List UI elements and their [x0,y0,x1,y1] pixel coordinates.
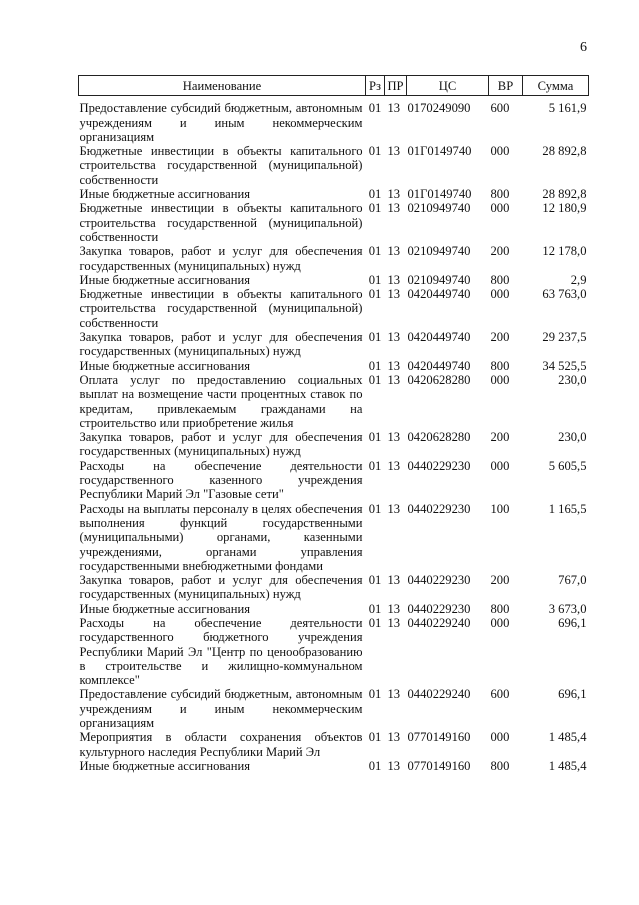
row-rz: 01 [368,201,382,216]
row-sum: 29 237,5 [542,330,587,345]
column-header-name: Наименование [79,76,366,96]
row-sum: 3 673,0 [548,601,587,616]
table-row [79,287,589,330]
row-vr: 800 [490,272,510,287]
row-rz: 01 [368,501,382,516]
table-row [79,144,589,187]
row-cs: 0170249090 [407,101,471,116]
row-cs: 0440229240 [407,615,471,630]
row-pr: 13 [387,244,401,259]
row-rz: 01 [368,187,382,202]
row-pr: 13 [387,573,401,588]
table-row [79,616,589,687]
row-vr: 200 [490,430,510,445]
row-name: Бюджетные инвестиции в объекты капитального строительства государственной (муниципальной) собственности [79,201,363,244]
row-rz: 01 [368,615,382,630]
row-pr: 13 [387,758,401,773]
page-number: 6 [580,40,587,55]
column-header-cs: ЦС [407,76,489,96]
row-vr: 600 [490,687,510,702]
row-cs: 0210949740 [407,244,471,259]
row-sum: 1 485,4 [548,758,587,773]
row-rz: 01 [368,358,382,373]
row-sum: 63 763,0 [542,287,587,302]
row-cs: 01Г0149740 [407,187,472,202]
table-row [79,273,589,287]
table-row [79,373,589,430]
row-name: Расходы на обеспечение деятельности государственного бюджетного учреждения Республики Марий Эл "Центр по ценообразованию в строительстве и жилищно-коммунальном комплексе" [79,615,363,688]
row-rz: 01 [368,573,382,588]
table-row [79,101,589,144]
row-rz: 01 [368,601,382,616]
table-row [79,187,589,201]
table-row [79,459,589,502]
row-pr: 13 [387,272,401,287]
row-rz: 01 [368,272,382,287]
table-row [79,502,589,573]
column-header-rz: Рз [366,76,385,96]
row-name: Бюджетные инвестиции в объекты капитального строительства государственной (муниципальной) собственности [79,287,363,330]
row-pr: 13 [387,330,401,345]
row-cs: 0440229230 [407,501,471,516]
row-vr: 000 [490,730,510,745]
row-name: Иные бюджетные ассигнования [79,758,251,773]
row-name: Предоставление субсидий бюджетным, автономным учреждениям и иным некоммерческим организациям [79,687,363,731]
row-cs: 0420628280 [407,372,471,387]
row-sum: 767,0 [558,573,587,588]
row-sum: 1 485,4 [548,730,587,745]
table-row [79,759,589,773]
row-pr: 13 [387,601,401,616]
row-rz: 01 [368,372,382,387]
row-name: Закупка товаров, работ и услуг для обеспечения государственных (муниципальных) нужд [79,244,363,273]
row-cs: 0210949740 [407,272,471,287]
table-row [79,244,589,273]
row-pr: 13 [387,187,401,202]
row-pr: 13 [387,358,401,373]
row-cs: 0420449740 [407,287,471,302]
table-header [79,76,589,96]
row-vr: 800 [490,758,510,773]
row-name: Иные бюджетные ассигнования [79,272,251,287]
row-cs: 0440229230 [407,601,471,616]
row-name: Оплата услуг по предоставлению социальных выплат на возмещение части процентных ставок по кредитам, привлекаемым гражданами на строительство или приобретение жилья [79,372,363,430]
row-sum: 230,0 [558,372,587,387]
row-name: Закупка товаров, работ и услуг для обеспечения государственных (муниципальных) нужд [79,573,363,602]
budget-table [78,75,589,773]
row-vr: 200 [490,573,510,588]
row-vr: 800 [490,187,510,202]
row-name: Иные бюджетные ассигнования [79,358,251,373]
row-rz: 01 [368,430,382,445]
table-row [79,430,589,459]
row-pr: 13 [387,730,401,745]
row-vr: 200 [490,244,510,259]
row-sum: 230,0 [558,430,587,445]
row-sum: 28 892,8 [542,187,587,202]
row-sum: 5 161,9 [548,101,587,116]
row-pr: 13 [387,287,401,302]
table-row [79,687,589,730]
column-header-vr: ВР [489,76,523,96]
row-vr: 800 [490,601,510,616]
row-name: Закупка товаров, работ и услуг для обеспечения государственных (муниципальных) нужд [79,330,363,359]
row-pr: 13 [387,458,401,473]
row-vr: 600 [490,101,510,116]
row-rz: 01 [368,287,382,302]
table-row [79,330,589,359]
column-header-sum: Сумма [523,76,589,96]
row-cs: 0420449740 [407,330,471,345]
row-rz: 01 [368,101,382,116]
row-rz: 01 [368,144,382,159]
column-header-pr: ПР [385,76,407,96]
row-pr: 13 [387,687,401,702]
row-name: Бюджетные инвестиции в объекты капитального строительства государственной (муниципальной) собственности [79,144,363,187]
row-name: Предоставление субсидий бюджетным, автономным учреждениям и иным некоммерческим организациям [79,101,363,144]
row-cs: 0420449740 [407,358,471,373]
row-name: Мероприятия в области сохранения объектов культурного наследия Республики Марий Эл [79,730,363,759]
row-cs: 01Г0149740 [407,144,472,159]
row-sum: 696,1 [558,687,587,702]
row-pr: 13 [387,201,401,216]
row-pr: 13 [387,430,401,445]
row-name: Закупка товаров, работ и услуг для обеспечения государственных (муниципальных) нужд [79,430,363,459]
row-vr: 100 [490,501,510,516]
table-row [79,201,589,244]
row-rz: 01 [368,330,382,345]
row-pr: 13 [387,501,401,516]
row-vr: 000 [490,372,510,387]
row-sum: 12 178,0 [542,244,587,259]
row-rz: 01 [368,244,382,259]
row-vr: 000 [490,201,510,216]
row-name: Расходы на выплаты персоналу в целях обеспечения выполнения функций государственными (муниципальными) органами, казенными учреждениями, органами управления государственными внебюджетными фондами [79,501,363,573]
row-vr: 800 [490,358,510,373]
row-sum: 696,1 [558,615,587,630]
row-pr: 13 [387,615,401,630]
row-pr: 13 [387,372,401,387]
row-cs: 0210949740 [407,201,471,216]
row-cs: 0770149160 [407,730,471,745]
row-rz: 01 [368,687,382,702]
row-cs: 0440229240 [407,687,471,702]
row-sum: 1 165,5 [548,501,587,516]
row-rz: 01 [368,758,382,773]
row-cs: 0770149160 [407,758,471,773]
row-vr: 000 [490,287,510,302]
row-cs: 0440229230 [407,573,471,588]
table-row [79,602,589,616]
row-vr: 000 [490,144,510,159]
row-pr: 13 [387,144,401,159]
table-body [79,96,589,773]
row-sum: 28 892,8 [542,144,587,159]
row-cs: 0440229230 [407,458,471,473]
row-name: Иные бюджетные ассигнования [79,187,251,202]
row-name: Расходы на обеспечение деятельности государственного казенного учреждения Республики Марий Эл "Газовые сети" [79,458,363,502]
row-pr: 13 [387,101,401,116]
row-vr: 200 [490,330,510,345]
row-vr: 000 [490,615,510,630]
row-sum: 12 180,9 [542,201,587,216]
row-sum: 2,9 [570,272,587,287]
row-rz: 01 [368,730,382,745]
row-sum: 34 525,5 [542,358,587,373]
row-name: Иные бюджетные ассигнования [79,601,251,616]
table-row [79,730,589,759]
row-sum: 5 605,5 [548,458,587,473]
table-row [79,573,589,602]
row-vr: 000 [490,458,510,473]
row-cs: 0420628280 [407,430,471,445]
table-row [79,359,589,373]
row-rz: 01 [368,458,382,473]
